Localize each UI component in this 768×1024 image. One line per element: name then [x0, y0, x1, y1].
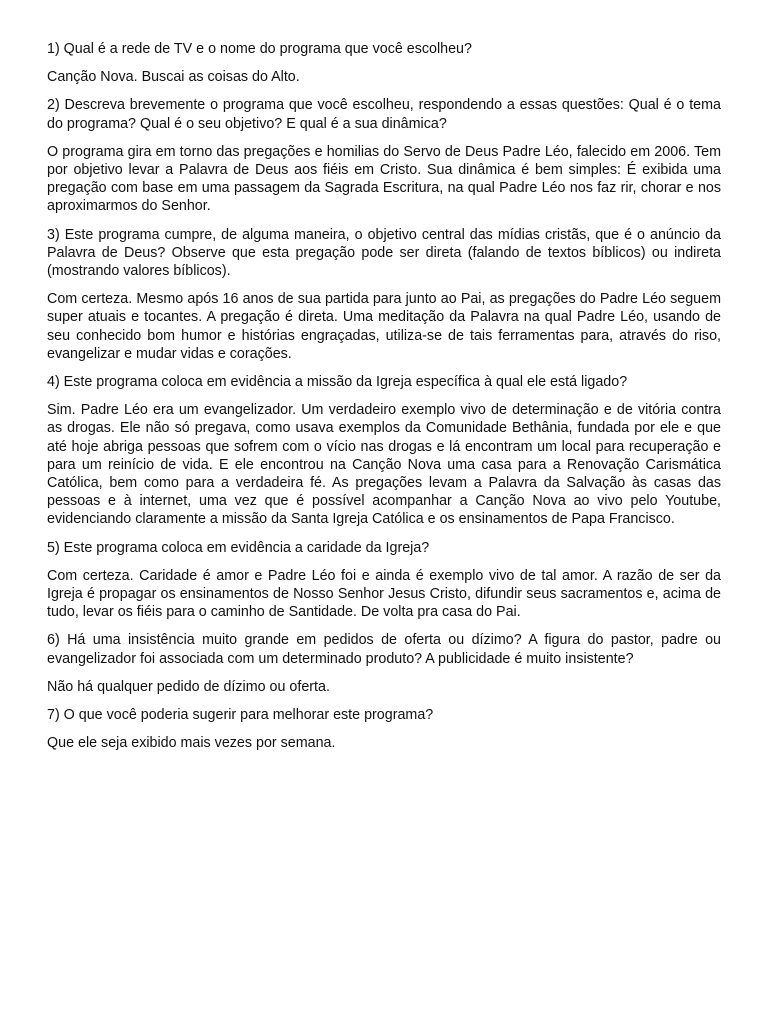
question-1: 1) Qual é a rede de TV e o nome do programa que você escolheu?: [47, 41, 472, 57]
answer-7: Que ele seja exibido mais vezes por semana.: [47, 735, 336, 752]
answer-6: Não há qualquer pedido de dízimo ou oferta.: [47, 678, 330, 695]
question-6: 6) Há uma insistência muito grande em pedidos de oferta ou dízimo? A figura do pastor, padre ou evangelizador foi associada com um determinado produto? A publicidade é muito insistente?: [47, 632, 721, 667]
question-2: 2) Descreva brevemente o programa que você escolheu, respondendo a essas questões: Qual é o tema do programa? Qual é o seu objetivo? E qual é a sua dinâmica?: [47, 97, 721, 132]
question-7: 7) O que você poderia sugerir para melhorar este programa?: [47, 707, 434, 724]
answer-4: Sim. Padre Léo era um evangelizador. Um verdadeiro exemplo vivo de determinação e de vitória contra as drogas. Ele não só pregava, como usava exemplos da Comunidade Bethânia, fundada por ele e que até hoje abriga pessoas que sofrem com o vício nas drogas e lá encontram um local para recuperação e para um reinício de vida. E ele encontrou na Canção Nova uma casa para a Renovação Carismática Católica, bem como para a verdadeira fé. As pregações levam a Palavra da Salvação às casas das pessoas e à internet, uma vez que é possível acompanhar a Canção Nova ao vivo pelo Youtube, evidenciando claramente a missão da Santa Igreja Católica e os ensinamentos de Papa Francisco.: [47, 402, 721, 528]
answer-5: Com certeza. Caridade é amor e Padre Léo foi e ainda é exemplo vivo de tal amor. A razão de ser da Igreja é propagar os ensinamentos de Nosso Senhor Jesus Cristo, difundir seus sacramentos e, acima de tudo, levar os fiéis para o caminho de Santidade. De volta pra casa do Pai.: [47, 567, 721, 621]
document-page: [47, 40, 721, 763]
question-3: 3) Este programa cumpre, de alguma maneira, o objetivo central das mídias cristãs, que é o anúncio da Palavra de Deus? Observe que esta pregação pode ser direta (falando de textos bíblicos) ou indireta (mostrando valores bíblicos).: [47, 226, 721, 280]
question-5: 5) Este programa coloca em evidência a caridade da Igreja?: [47, 539, 430, 556]
question-4: 4) Este programa coloca em evidência a missão da Igreja específica à qual ele está ligado?: [47, 374, 628, 391]
answer-2: O programa gira em torno das pregações e homilias do Servo de Deus Padre Léo, falecido em 2006. Tem por objetivo levar a Palavra de Deus aos fiéis em Cristo. Sua dinâmica é bem simples: É exibida uma pregação com base em uma passagem da Sagrada Escritura, na qual Padre Léo nos faz rir, chorar e nos aproximarmos do Senhor.: [47, 143, 721, 215]
answer-3: Com certeza. Mesmo após 16 anos de sua partida para junto ao Pai, as pregações do Padre Léo seguem super atuais e tocantes. A pregação é direta. Uma meditação da Palavra na qual Padre Léo, usando de seu conhecido bom humor e histórias engraçadas, utiliza-se de tais ferramentas para, através do riso, evangelizar e mudar vidas e corações.: [47, 291, 721, 362]
answer-1: Canção Nova. Buscai as coisas do Alto.: [47, 69, 300, 86]
